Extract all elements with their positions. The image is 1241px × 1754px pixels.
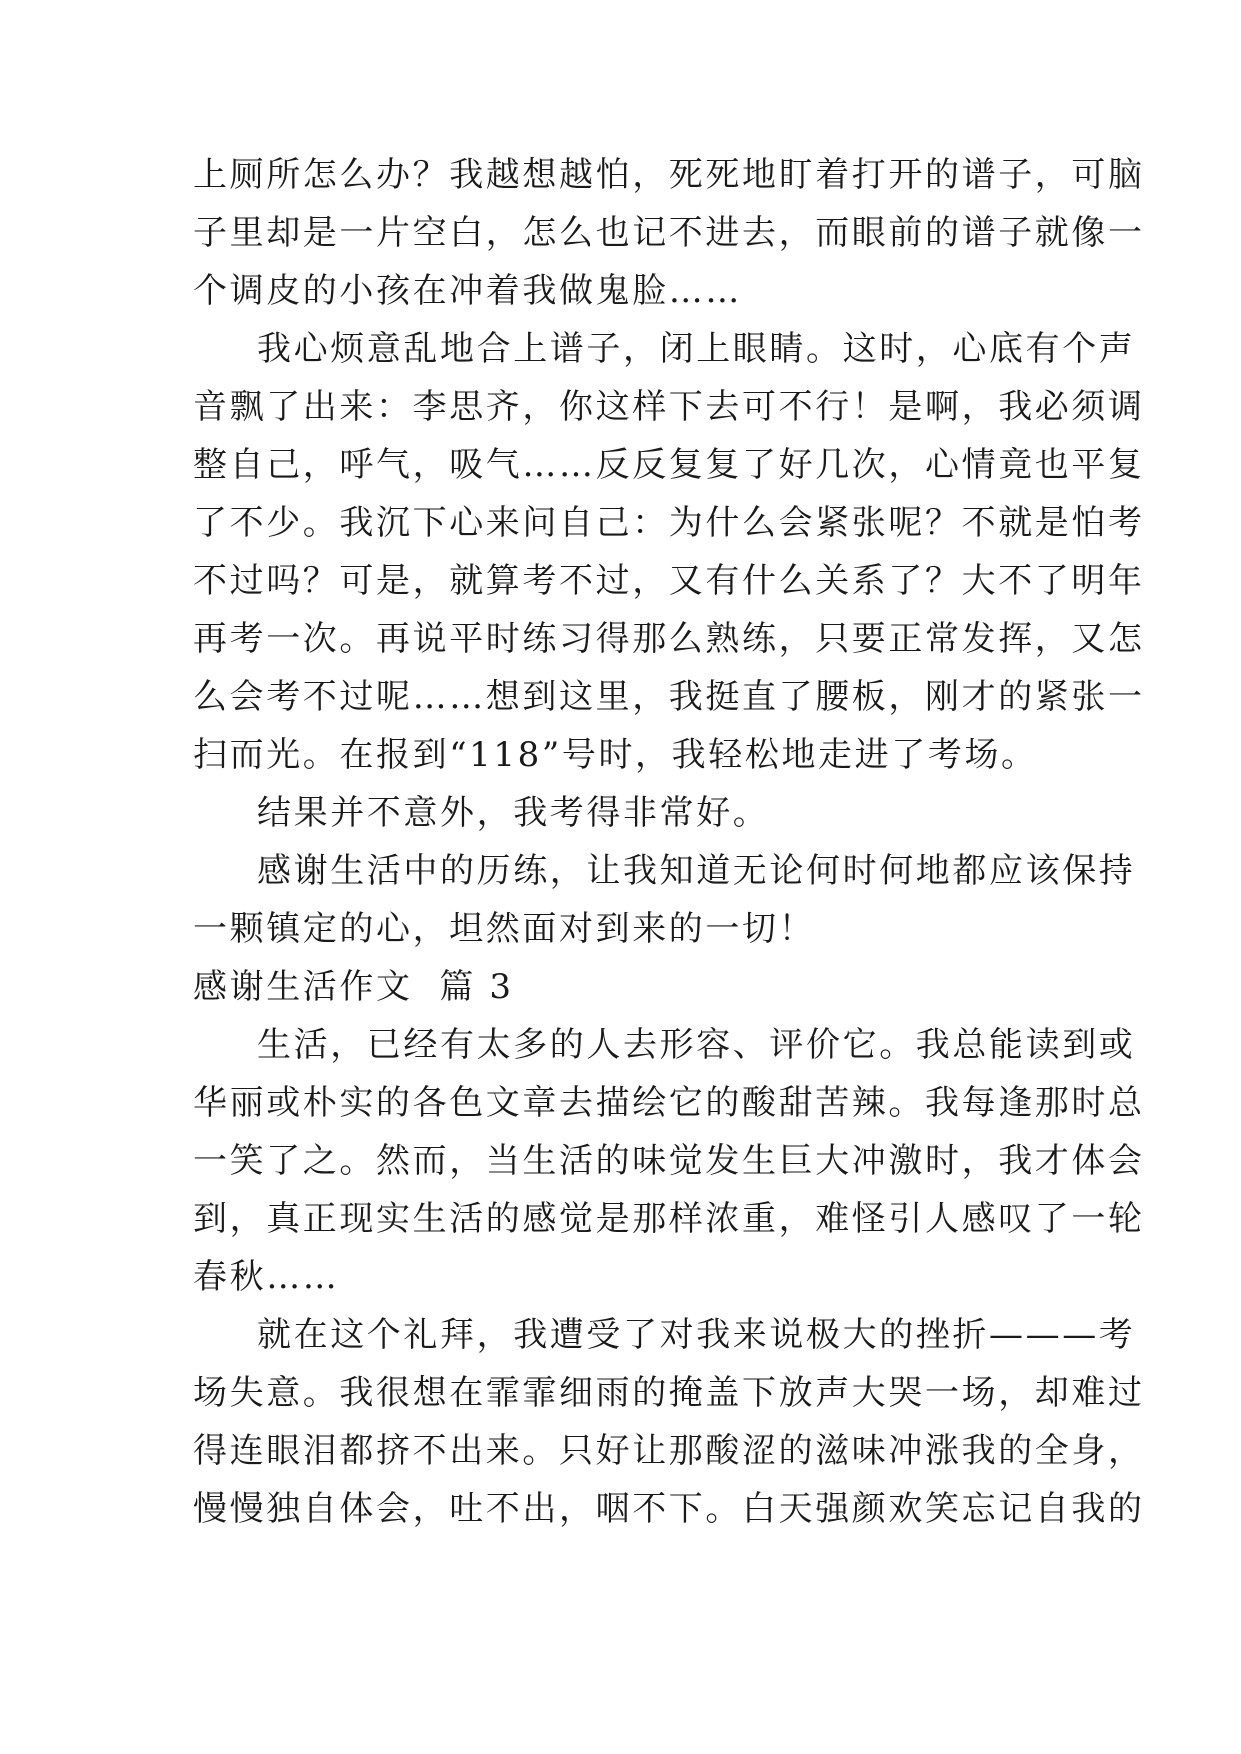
- text-line: 上厕所怎么办？我越想越怕，死死地盯着打开的谱子，可脑: [193, 155, 1145, 195]
- text-line: 个调皮的小孩在冲着我做鬼脸……: [193, 271, 742, 311]
- text-line: 生活，已经有太多的人去形容、评价它。我总能读到或: [257, 1025, 1136, 1065]
- section-heading: 感谢生活作文 篇 3: [193, 967, 514, 1007]
- text-line: 不过吗？可是，就算考不过，又有什么关系了？大不了明年: [193, 561, 1145, 601]
- text-line: 春秋……: [193, 1257, 340, 1297]
- document-body: [193, 146, 1145, 1538]
- paragraph: [193, 842, 1136, 958]
- text-line: 就在这个礼拜，我遭受了对我来说极大的挫折———考: [257, 1315, 1136, 1355]
- paragraph: [193, 1306, 1145, 1538]
- text-line: 么会考不过呢……想到这里，我挺直了腰板，刚才的紧张一: [193, 677, 1145, 717]
- text-line: 整自己，呼气，吸气……反反复复了好几次，心情竟也平复: [193, 445, 1145, 485]
- text-line: 华丽或朴实的各色文章去描绘它的酸甜苦辣。我每逢那时总: [193, 1083, 1145, 1123]
- text-line: 音飘了出来：李思齐，你这样下去可不行！是啊，我必须调: [193, 387, 1145, 427]
- paragraph: [193, 784, 1053, 842]
- text-line: 我心烦意乱地合上谱子，闭上眼睛。这时，心底有个声: [257, 329, 1136, 369]
- text-line: 子里却是一片空白，怎么也记不进去，而眼前的谱子就像一: [193, 213, 1145, 253]
- text-line: 一颗镇定的心，坦然面对到来的一切！: [193, 909, 816, 949]
- text-line: 感谢生活中的历练，让我知道无论何时何地都应该保持: [257, 851, 1136, 891]
- text-line: 扫而光。在报到“118”号时，我轻松地走进了考场。: [193, 735, 1038, 775]
- paragraph: [193, 146, 1145, 320]
- text-line: 场失意。我很想在霏霏细雨的掩盖下放声大哭一场，却难过: [193, 1373, 1145, 1413]
- paragraph: [193, 320, 1145, 784]
- text-line: 到，真正现实生活的感觉是那样浓重，难怪引人感叹了一轮: [193, 1199, 1145, 1239]
- text-line: 一笑了之。然而，当生活的味觉发生巨大冲激时，我才体会: [193, 1141, 1145, 1181]
- text-line: 结果并不意外，我考得非常好。: [257, 793, 770, 833]
- text-line: 再考一次。再说平时练习得那么熟练，只要正常发挥，又怎: [193, 619, 1145, 659]
- text-line: 得连眼泪都挤不出来。只好让那酸涩的滋味冲涨我的全身，: [193, 1431, 1145, 1471]
- text-line: 慢慢独自体会，吐不出，咽不下。白天强颜欢笑忘记自我的: [193, 1489, 1145, 1529]
- paragraph: [193, 1016, 1145, 1306]
- text-line: 了不少。我沉下心来问自己：为什么会紧张呢？不就是怕考: [193, 503, 1145, 543]
